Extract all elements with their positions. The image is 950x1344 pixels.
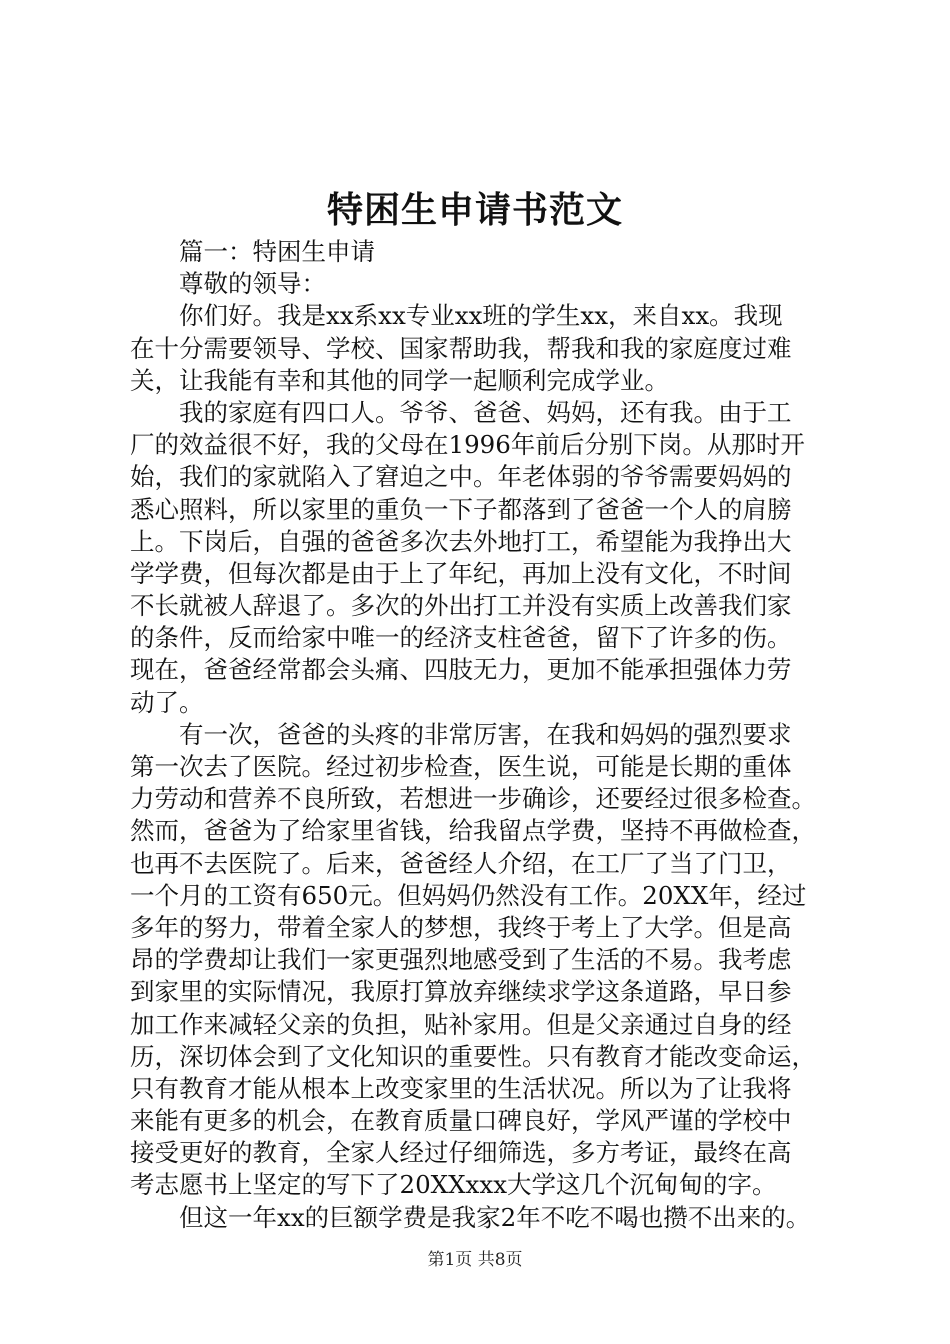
body-line: 考志愿书上坚定的写下了20XXxxx大学这几个沉甸甸的字。 [130,1170,777,1200]
body-line: 学学费，但每次都是由于上了年纪，再加上没有文化，不时间 [130,558,792,588]
body-line: 多年的努力，带着全家人的梦想，我终于考上了大学。但是高 [130,912,792,942]
body-line: 接受更好的教育，全家人经过仔细筛选，多方考证，最终在高 [130,1138,792,1168]
body-line: 动了。 [130,687,204,717]
body-line: 到家里的实际情况，我原打算放弃继续求学这条道路，早日参 [130,977,792,1007]
document-body [130,236,830,1234]
body-line: 然而，爸爸为了给家里省钱，给我留点学费，坚持不再做检查， [130,816,816,846]
body-line: 悉心照料，所以家里的重负一下子都落到了爸爸一个人的肩膀 [130,494,792,524]
body-line: 来能有更多的机会，在教育质量口碑良好，学风严谨的学校中 [130,1106,792,1136]
body-line: 历，深切体会到了文化知识的重要性。只有教育才能改变命运， [130,1041,816,1071]
body-line: 昂的学费却让我们一家更强烈地感受到了生活的不易。我考虑 [130,945,792,975]
body-line: 一个月的工资有650元。但妈妈仍然没有工作。20XX年，经过 [130,880,807,910]
body-line: 篇一：特困生申请 [179,237,375,266]
body-line: 有一次，爸爸的头疼的非常厉害，在我和妈妈的强烈要求 [179,719,792,749]
body-line: 尊敬的领导： [179,269,326,299]
document-title: 特困生申请书范文 [326,189,623,231]
body-line: 关，让我能有幸和其他的同学一起顺利完成学业。 [130,365,669,395]
body-line: 也再不去医院了。后来，爸爸经人介绍，在工厂了当了门卫， [130,848,792,878]
body-line: 你们好。我是xx系xx专业xx班的学生xx，来自xx。我现 [179,301,783,331]
body-line: 的条件，反而给家中唯一的经济支柱爸爸，留下了许多的伤。 [130,623,792,653]
body-line: 在十分需要领导、学校、国家帮助我，帮我和我的家庭度过难 [130,333,792,363]
body-line: 加工作来减轻父亲的负担，贴补家用。但是父亲通过自身的经 [130,1009,792,1039]
page-footer: 第1页 共8页 [427,1250,523,1270]
body-line: 我的家庭有四口人。爷爷、爸爸、妈妈，还有我。由于工 [179,397,792,427]
body-line: 只有教育才能从根本上改变家里的生活状况。所以为了让我将 [130,1073,792,1103]
body-line: 现在，爸爸经常都会头痛、四肢无力，更加不能承担强体力劳 [130,655,792,685]
body-line: 第一次去了医院。经过初步检查，医生说，可能是长期的重体 [130,752,792,781]
body-line: 厂的效益很不好，我的父母在1996年前后分别下岗。从那时开 [130,430,805,460]
body-line: 但这一年xx的巨额学费是我家2年不吃不喝也攒不出来的。 [179,1202,811,1232]
body-line: 力劳动和营养不良所致，若想进一步确诊，还要经过很多检查。 [130,784,816,814]
body-line: 不长就被人辞退了。多次的外出打工并没有实质上改善我们家 [130,591,792,621]
body-line: 上。下岗后，自强的爸爸多次去外地打工，希望能为我挣出大 [130,526,792,556]
body-line: 始，我们的家就陷入了窘迫之中。年老体弱的爷爷需要妈妈的 [130,462,792,492]
